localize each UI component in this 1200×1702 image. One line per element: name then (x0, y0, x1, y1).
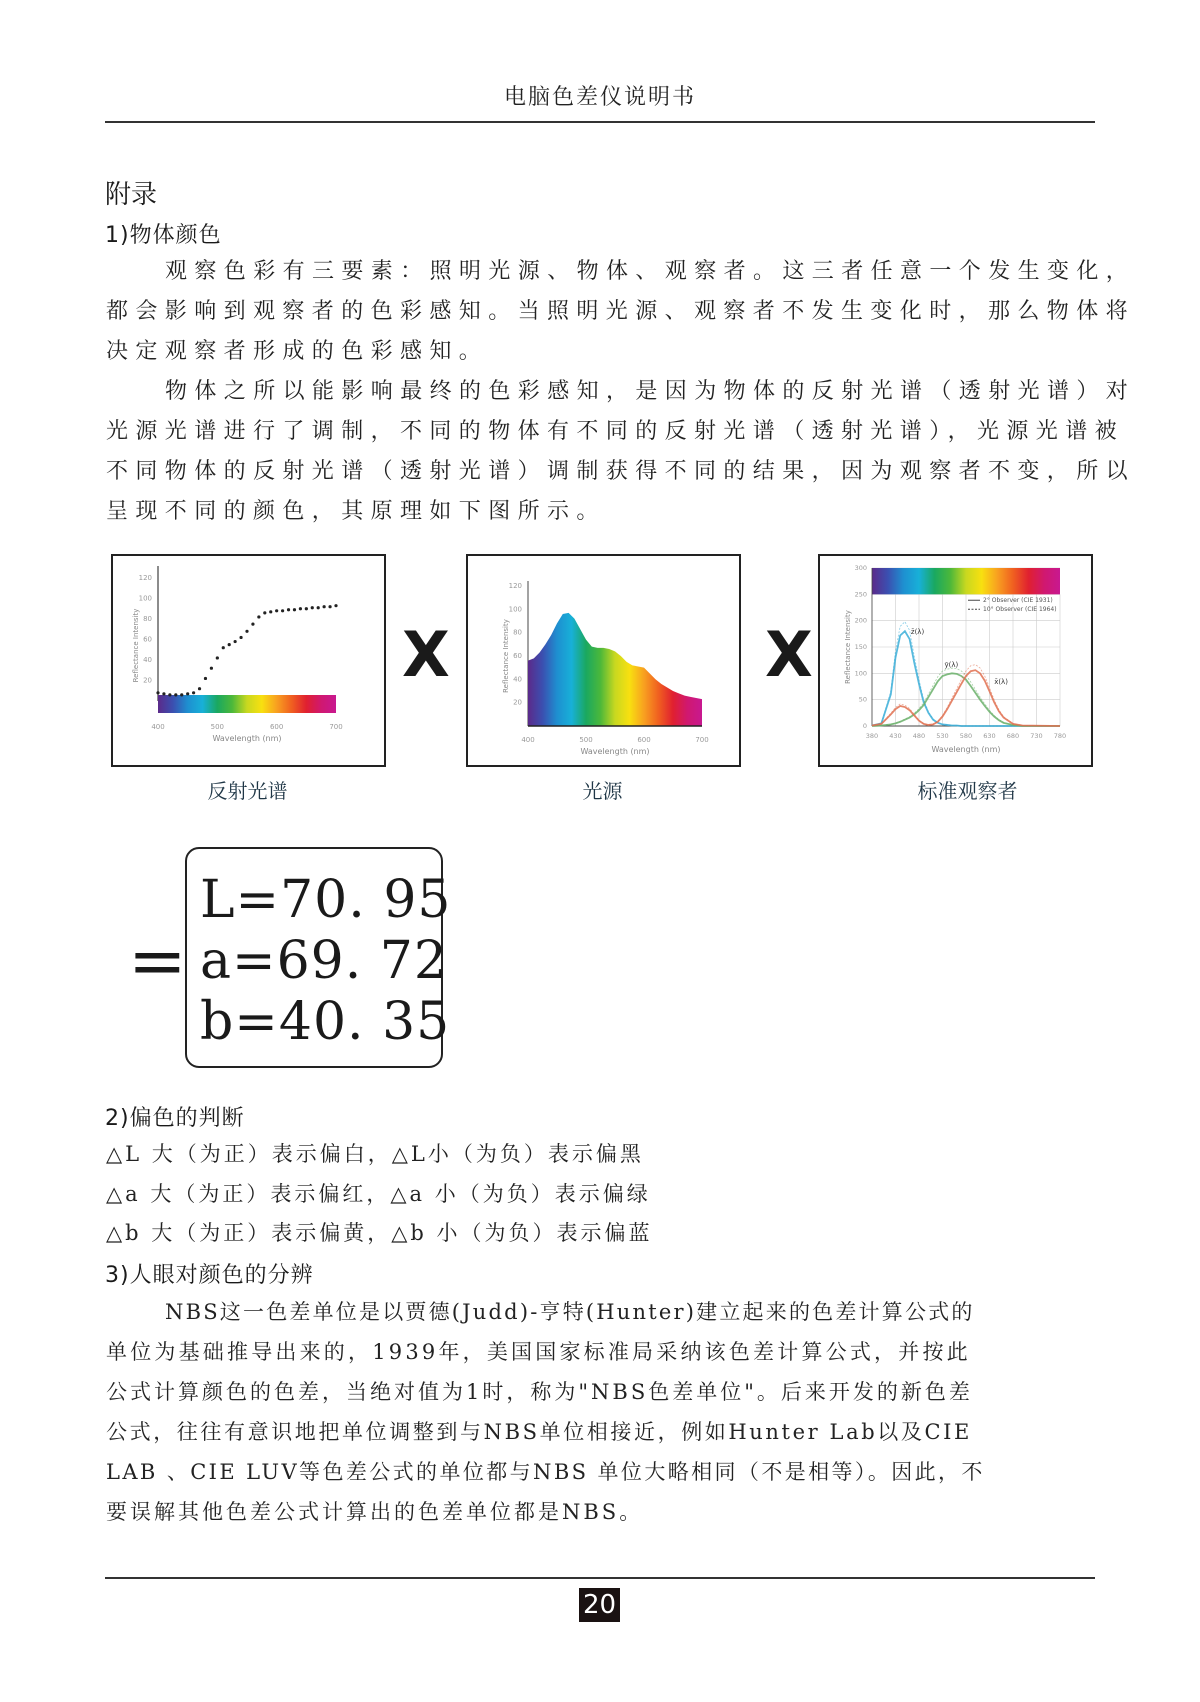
paragraph-line: NBS这一色差单位是以贾德(Judd)-亨特(Hunter)建立起来的色差计算公式的 (165, 1300, 975, 1324)
svg-text:250: 250 (854, 590, 867, 599)
svg-text:80: 80 (513, 628, 522, 637)
svg-text:120: 120 (138, 574, 152, 582)
paragraph-line: 物体之所以能影响最终的色彩感知，是因为物体的反射光谱（透射光谱）对 (165, 379, 1136, 404)
svg-text:300: 300 (854, 564, 867, 572)
section2-heading: 2)偏色的判断 (105, 1106, 245, 1131)
reflectance-chart (111, 554, 386, 767)
svg-text:Wavelength (nm): Wavelength (nm) (212, 734, 282, 743)
paragraph-line: 公式，往往有意识地把单位调整到与NBS单位相接近，例如Hunter Lab以及CIE (106, 1420, 972, 1444)
equals-sign: = (128, 920, 187, 1002)
lab-L-value: L=70. 95 (200, 870, 452, 930)
caption-reflectance: 反射光谱 (207, 779, 288, 803)
section1-heading: 1)物体颜色 (105, 223, 222, 248)
svg-text:z̄(λ): z̄(λ) (910, 627, 925, 636)
paragraph-line: 都会影响到观察者的色彩感知。当照明光源、观察者不发生变化时，那么物体将 (106, 299, 1136, 324)
page-header-title: 电脑色差仪说明书 (503, 85, 696, 110)
header-divider (105, 121, 1095, 123)
paragraph-line: LAB 、CIE LUV等色差公式的单位都与NBS 单位大略相同（不是相等）。因此，不 (106, 1460, 985, 1484)
paragraph-line: 要误解其他色差公式计算出的色差单位都是NBS。 (106, 1500, 644, 1524)
svg-text:700: 700 (329, 723, 343, 731)
appendix-title: 附录 (105, 180, 158, 210)
svg-text:10° Observer (CIE 1964): 10° Observer (CIE 1964) (983, 606, 1057, 614)
caption-standard-observer: 标准观察者 (917, 779, 1018, 803)
svg-text:Reflectance Intensity: Reflectance Intensity (132, 608, 140, 683)
svg-text:600: 600 (269, 723, 284, 731)
paragraph-line: 单位为基础推导出来的，1939年，美国国家标准局采纳该色差计算公式，并按此 (106, 1340, 971, 1364)
paragraph-line: 呈现不同的颜色，其原理如下图所示。 (106, 499, 606, 524)
lab-b-value: b=40. 35 (200, 992, 451, 1052)
svg-text:480: 480 (912, 732, 926, 740)
svg-text:20: 20 (143, 676, 152, 685)
paragraph-line: 光源光谱进行了调制，不同的物体有不同的反射光谱（透射光谱），光源光谱被 (106, 419, 1125, 444)
svg-text:2° Observer (CIE 1931): 2° Observer (CIE 1931) (983, 597, 1053, 605)
svg-text:80: 80 (143, 615, 152, 623)
color-shift-line: △L 大（为正）表示偏白，△L小（为负）表示偏黑 (106, 1142, 644, 1166)
svg-text:Wavelength (nm): Wavelength (nm) (580, 747, 650, 756)
paragraph-line: 不同物体的反射光谱（透射光谱）调制获得不同的结果，因为观察者不变，所以 (106, 459, 1136, 484)
color-shift-line: △b 大（为正）表示偏黄，△b 小（为负）表示偏蓝 (106, 1221, 653, 1245)
svg-text:500: 500 (579, 736, 593, 744)
paragraph-line: 决定观察者形成的色彩感知。 (106, 339, 489, 364)
svg-text:100: 100 (138, 594, 152, 603)
svg-text:Wavelength (nm): Wavelength (nm) (931, 745, 1001, 754)
light-source-chart-svg (468, 556, 739, 765)
svg-text:200: 200 (854, 616, 867, 625)
reflectance-chart-svg (113, 556, 384, 765)
multiply-sign: X (765, 618, 813, 691)
svg-text:0: 0 (862, 722, 867, 730)
svg-text:100: 100 (508, 605, 522, 614)
svg-text:150: 150 (854, 643, 867, 651)
multiply-sign: X (402, 618, 450, 691)
svg-text:700: 700 (695, 736, 709, 744)
caption-light-source: 光源 (582, 779, 623, 803)
svg-text:630: 630 (983, 732, 996, 740)
svg-text:40: 40 (513, 675, 522, 684)
svg-text:50: 50 (858, 695, 867, 704)
section3-heading: 3)人眼对颜色的分辨 (105, 1263, 314, 1288)
page-number: 20 (579, 1588, 620, 1622)
svg-text:380: 380 (865, 732, 879, 740)
svg-text:Reflectance Intensity: Reflectance Intensity (844, 610, 852, 684)
svg-text:500: 500 (210, 723, 225, 731)
svg-text:20: 20 (513, 698, 522, 707)
standard-observer-chart-svg (820, 556, 1091, 765)
svg-text:60: 60 (513, 652, 522, 660)
svg-text:580: 580 (959, 732, 973, 740)
svg-text:ȳ(λ): ȳ(λ) (944, 661, 959, 670)
svg-text:60: 60 (143, 635, 152, 644)
svg-text:780: 780 (1053, 732, 1067, 740)
svg-text:40: 40 (143, 656, 152, 664)
standard-observer-chart (818, 554, 1093, 767)
svg-text:Reflectance Intensity: Reflectance Intensity (502, 619, 510, 693)
svg-text:680: 680 (1006, 732, 1020, 740)
svg-text:600: 600 (637, 736, 651, 744)
color-shift-line: △a 大（为正）表示偏红，△a 小（为负）表示偏绿 (106, 1182, 651, 1206)
svg-text:100: 100 (854, 669, 867, 678)
paragraph-line: 观察色彩有三要素：照明光源、物体、观察者。这三者任意一个发生变化， (165, 259, 1136, 284)
svg-text:x̄(λ): x̄(λ) (994, 677, 1008, 686)
paragraph-line: 公式计算颜色的色差，当绝对值为1时，称为"NBS色差单位"。后来开发的新色差 (106, 1380, 973, 1404)
svg-text:730: 730 (1030, 732, 1043, 740)
svg-text:430: 430 (889, 732, 902, 740)
lab-a-value: a=69. 72 (200, 931, 448, 991)
svg-text:400: 400 (151, 723, 165, 731)
footer-divider (105, 1577, 1095, 1579)
svg-text:120: 120 (508, 582, 522, 590)
light-source-chart (466, 554, 741, 767)
svg-text:530: 530 (936, 732, 949, 740)
svg-text:400: 400 (521, 736, 535, 744)
